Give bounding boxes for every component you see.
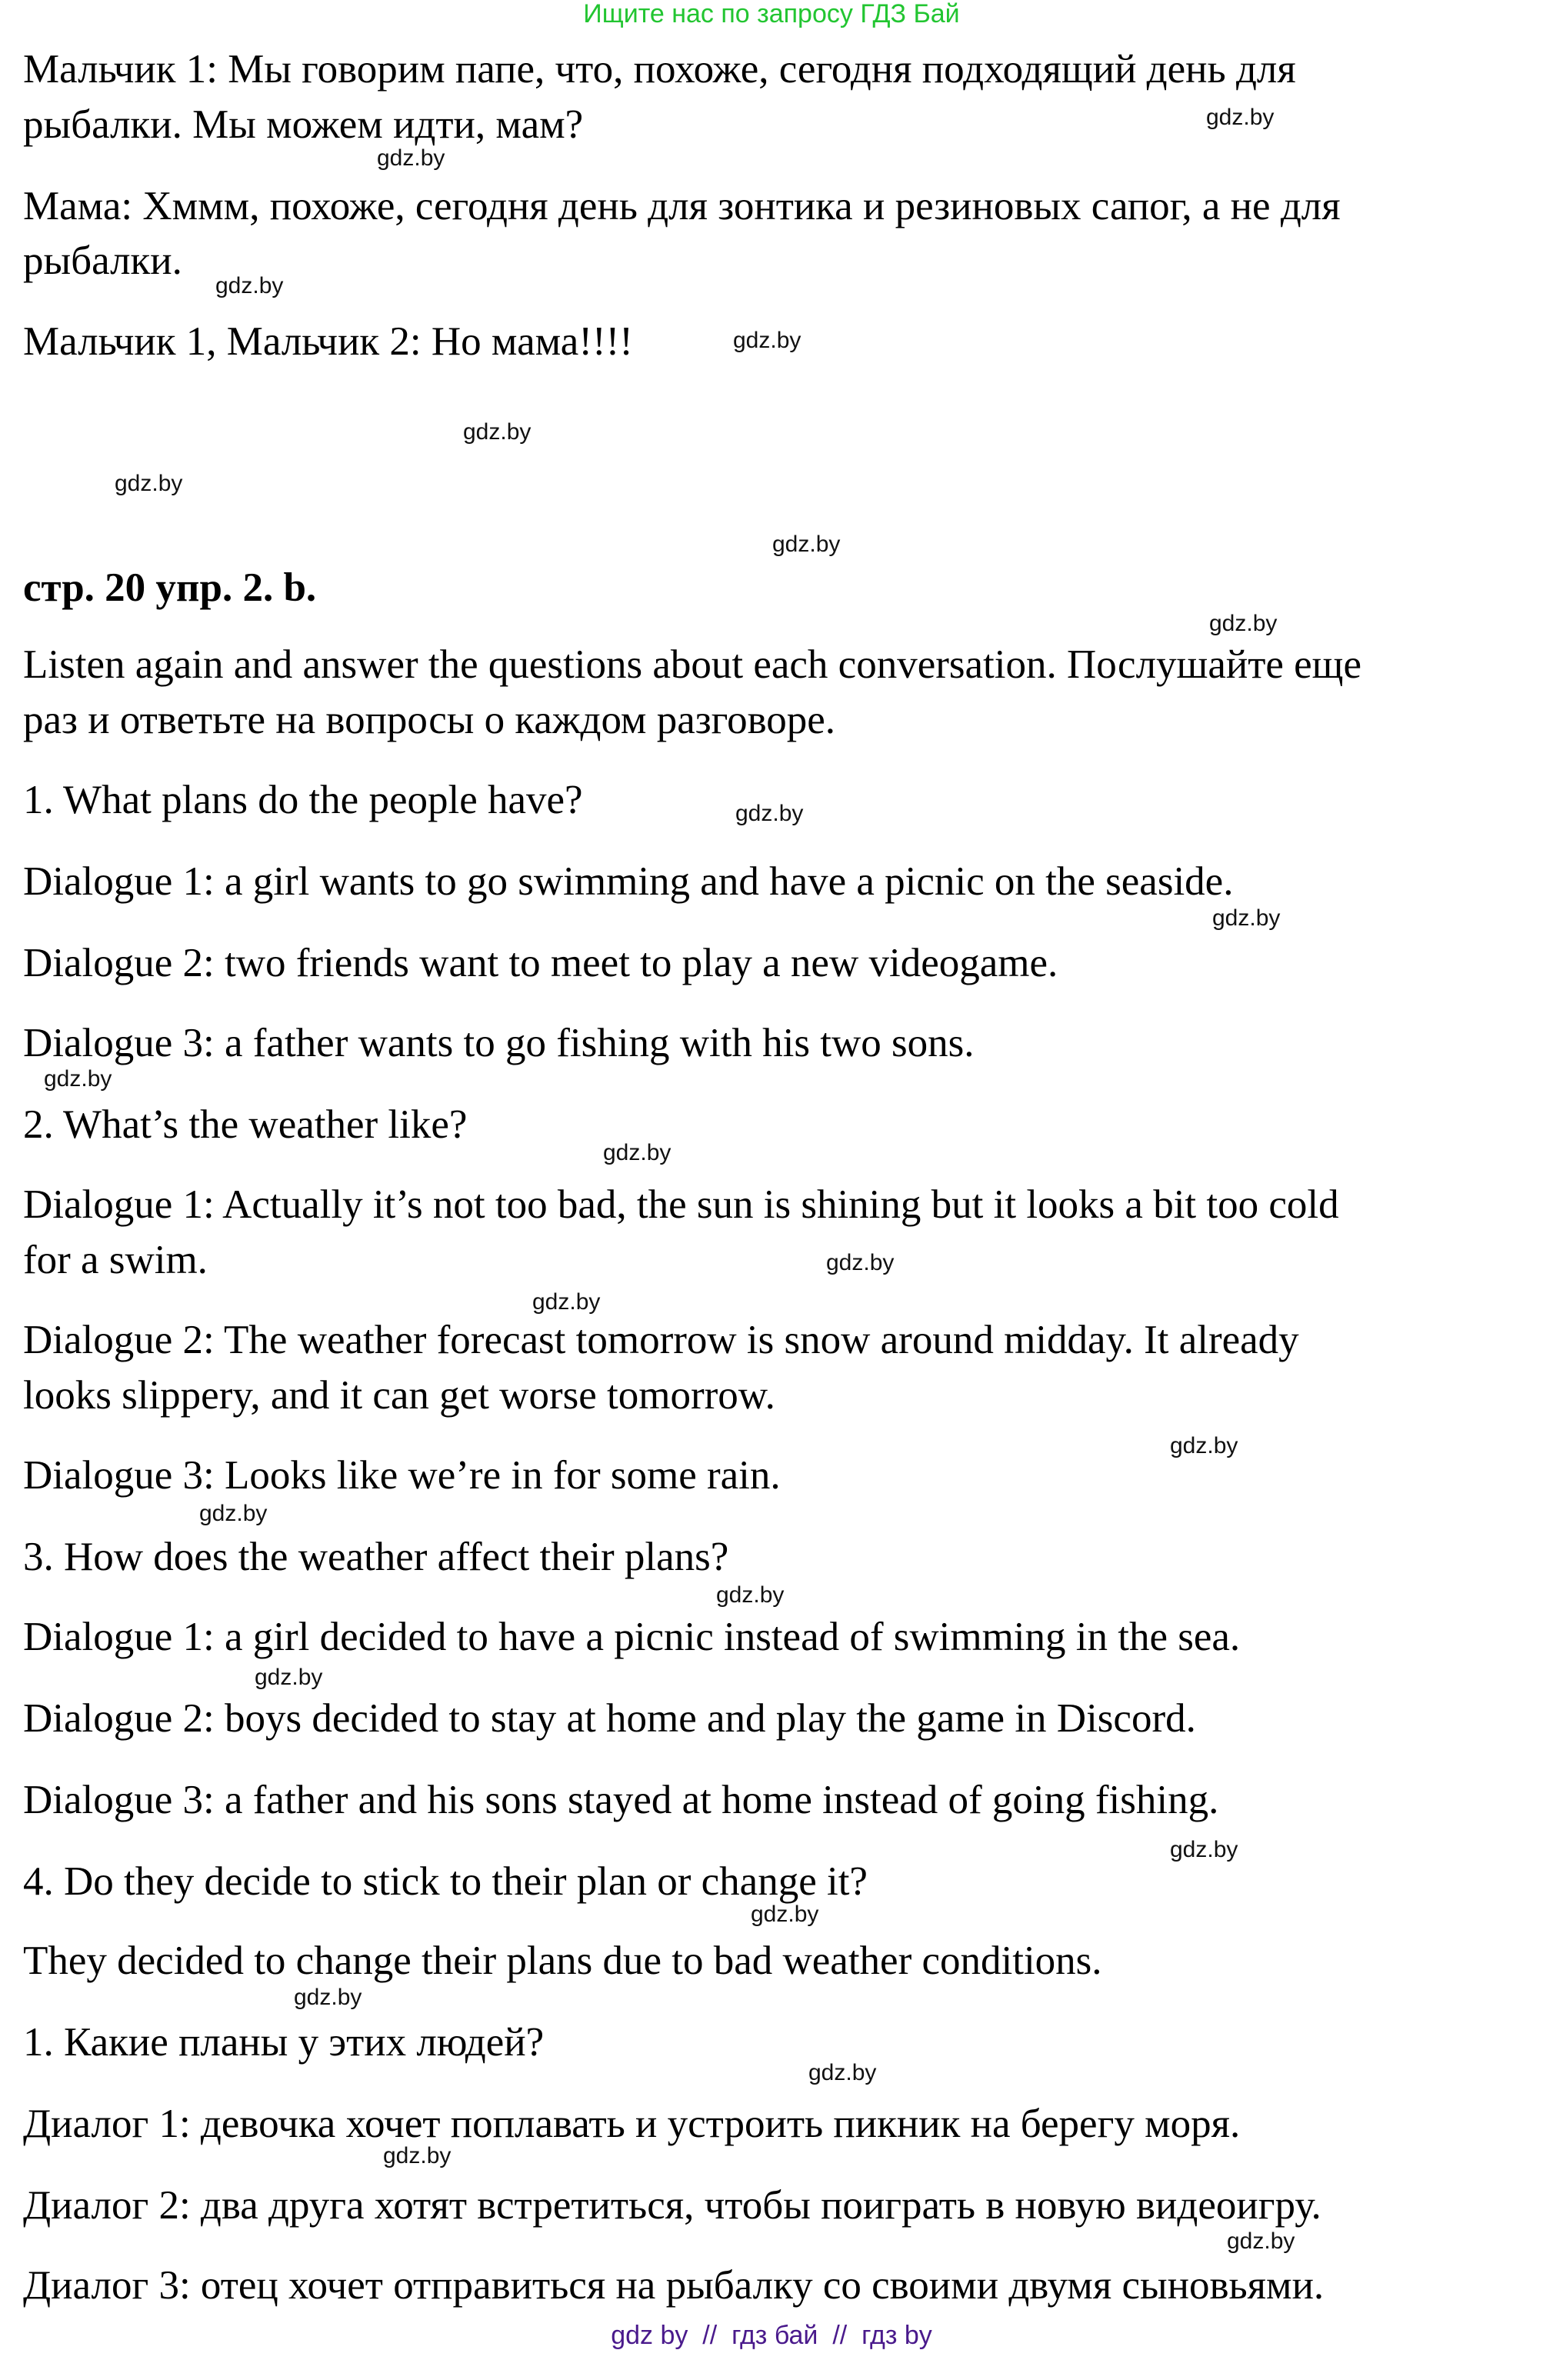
watermark: gdz.by xyxy=(255,1665,323,1690)
watermark: gdz.by xyxy=(772,532,841,557)
watermark: gdz.by xyxy=(294,1985,362,2010)
footer-banner: gdz by // гдз бай // гдз by xyxy=(611,2321,932,2350)
instruction-line: Listen again and answer the questions about each conversation. Послушайте еще xyxy=(23,642,1362,687)
watermark: gdz.by xyxy=(215,273,284,298)
watermark: gdz.by xyxy=(1170,1433,1238,1458)
question-3: 3. How does the weather affect their plans? xyxy=(23,1535,729,1579)
answer-line: Dialogue 3: Looks like we’re in for some rain. xyxy=(23,1453,781,1498)
answer-line: Dialogue 3: a father wants to go fishing with his two sons. xyxy=(23,1021,975,1065)
watermark: gdz.by xyxy=(532,1289,601,1315)
dialogue-line: Мальчик 1, Мальчик 2: Но мама!!!! xyxy=(23,319,633,364)
watermark: gdz.by xyxy=(808,2060,877,2085)
translation-answer-line: Диалог 2: два друга хотят встретиться, чтобы поиграть в новую видеоигру. xyxy=(23,2183,1321,2228)
watermark: gdz.by xyxy=(735,801,804,826)
watermark: gdz.by xyxy=(115,471,183,496)
answer-line: Dialogue 2: two friends want to meet to play a new videogame. xyxy=(23,941,1058,985)
translation-answer-line: Диалог 3: отец хочет отправиться на рыбалку со своими двумя сыновьями. xyxy=(23,2263,1325,2308)
watermark: gdz.by xyxy=(1170,1837,1238,1862)
watermark: gdz.by xyxy=(383,2143,452,2168)
watermark: gdz.by xyxy=(1212,905,1281,931)
dialogue-line: рыбалки. xyxy=(23,238,182,283)
watermark: gdz.by xyxy=(733,328,801,353)
watermark: gdz.by xyxy=(716,1582,785,1608)
answer-line: Dialogue 2: The weather forecast tomorrow is snow around midday. It already xyxy=(23,1318,1299,1362)
watermark: gdz.by xyxy=(826,1250,895,1275)
watermark: gdz.by xyxy=(44,1066,112,1092)
question-4: 4. Do they decide to stick to their plan or change it? xyxy=(23,1859,868,1904)
answer-line: Dialogue 1: a girl wants to go swimming and have a picnic on the seaside. xyxy=(23,859,1234,904)
answer-line: for a swim. xyxy=(23,1238,208,1282)
dialogue-line: рыбалки. Мы можем идти, мам? xyxy=(23,102,584,147)
answer-line: Dialogue 1: a girl decided to have a picnic instead of swimming in the sea. xyxy=(23,1615,1241,1659)
question-2: 2. What’s the weather like? xyxy=(23,1102,468,1147)
watermark: gdz.by xyxy=(1206,105,1275,130)
header-search-banner: Ищите нас по запросу ГДЗ Бай xyxy=(583,0,960,28)
answer-line: looks slippery, and it can get worse tomorrow. xyxy=(23,1373,775,1418)
translation-answer-line: Диалог 1: девочка хочет поплавать и устроить пикник на берегу моря. xyxy=(23,2102,1241,2146)
dialogue-line: Мальчик 1: Мы говорим папе, что, похоже, сегодня подходящий день для xyxy=(23,47,1296,92)
translation-question-1: 1. Какие планы у этих людей? xyxy=(23,2020,545,2065)
watermark: gdz.by xyxy=(463,419,532,445)
question-1: 1. What plans do the people have? xyxy=(23,778,583,822)
watermark: gdz.by xyxy=(751,1902,819,1927)
watermark: gdz.by xyxy=(377,145,445,171)
answer-line: Dialogue 2: boys decided to stay at home and play the game in Discord. xyxy=(23,1696,1196,1741)
exercise-heading: стр. 20 упр. 2. b. xyxy=(23,565,317,610)
answer-line: Dialogue 3: a father and his sons stayed at home instead of going fishing. xyxy=(23,1778,1219,1822)
watermark: gdz.by xyxy=(1227,2228,1295,2254)
watermark: gdz.by xyxy=(199,1501,268,1526)
watermark: gdz.by xyxy=(1209,611,1278,636)
dialogue-line: Мама: Хммм, похоже, сегодня день для зонтика и резиновых сапог, а не для xyxy=(23,184,1341,228)
instruction-line: раз и ответьте на вопросы о каждом разговоре. xyxy=(23,698,836,742)
watermark: gdz.by xyxy=(603,1140,672,1165)
answer-line: They decided to change their plans due to bad weather conditions. xyxy=(23,1938,1102,1983)
answer-line: Dialogue 1: Actually it’s not too bad, the sun is shining but it looks a bit too cold xyxy=(23,1182,1339,1227)
